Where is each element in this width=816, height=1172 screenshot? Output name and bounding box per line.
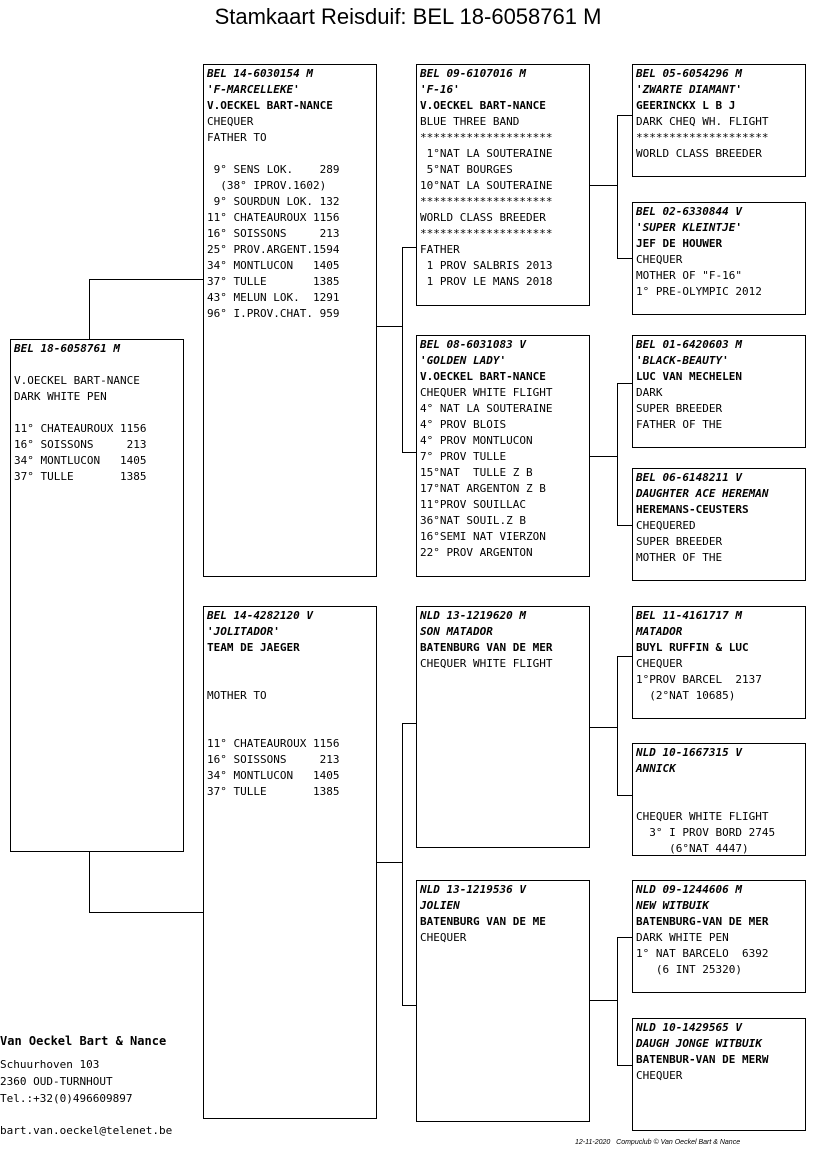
pigeon-card-subject (10, 339, 184, 852)
pigeon-name: DAUGH JONGE WITBUIK (636, 1037, 762, 1050)
pigeon-card-gg4 (632, 468, 806, 581)
info-line (207, 656, 373, 672)
breeder-name: V.OECKEL BART-NANCE (207, 99, 333, 112)
breeder-name: BATENBURG-VAN DE MER (636, 915, 769, 928)
ring-number: BEL 09-6107016 M (420, 67, 526, 80)
pigeon-name: 'BLACK-BEAUTY' (636, 354, 729, 367)
info-line: 11° CHATEAUROUX 1156 (207, 211, 340, 224)
ring-number: NLD 09-1244606 M (636, 883, 742, 896)
info-line: CHEQUERED (636, 519, 696, 532)
info-line (636, 793, 802, 809)
connector (376, 862, 402, 863)
info-line: 1° PRE-OLYMPIC 2012 (636, 285, 762, 298)
pigeon-name: 'F-16' (420, 83, 460, 96)
info-line: 5°NAT BOURGES (420, 163, 513, 176)
owner-block (0, 1033, 166, 1107)
info-line: 96° I.PROV.CHAT. 959 (207, 307, 340, 320)
connector (402, 1005, 417, 1006)
info-line: ******************** (636, 131, 769, 144)
info-line: CHEQUER (636, 657, 683, 670)
connector (89, 912, 204, 913)
pigeon-card-gg5 (632, 606, 806, 719)
info-line: 11°PROV SOUILLAC (420, 498, 526, 511)
info-line: (38° IPROV.1602) (207, 179, 327, 192)
breeder-name: JEF DE HOUWER (636, 237, 723, 250)
breeder-name: LUC VAN MECHELEN (636, 370, 742, 383)
info-line: 4° NAT LA SOUTERAINE (420, 402, 553, 415)
connector (589, 185, 617, 186)
page-title: Stamkaart Reisduif: BEL 18-6058761 M (214, 4, 602, 29)
info-line: CHEQUER (207, 115, 254, 128)
info-line: CHEQUER WHITE FLIGHT (420, 386, 553, 399)
ring-number: BEL 11-4161717 M (636, 609, 742, 622)
info-line: FATHER (420, 243, 460, 256)
info-line (14, 405, 180, 421)
connector (89, 279, 90, 340)
pigeon-card-gg2 (632, 202, 806, 315)
ring-number: BEL 14-6030154 M (207, 67, 313, 80)
ring-number: BEL 06-6148211 V (636, 471, 742, 484)
info-line: 34° MONTLUCON 1405 (207, 259, 340, 272)
pigeon-card-dam-dam (416, 880, 590, 1122)
info-line: CHEQUER (636, 1069, 683, 1082)
info-line: FATHER OF THE (636, 418, 723, 431)
info-line: CHEQUER (636, 253, 683, 266)
info-line: MOTHER OF "F-16" (636, 269, 742, 282)
ring-number: NLD 13-1219620 M (420, 609, 526, 622)
connector (589, 456, 617, 457)
connector (589, 727, 617, 728)
connector (402, 452, 417, 453)
info-line (207, 146, 373, 162)
footer-date: 12-11-2020 (575, 1139, 611, 1146)
connector (617, 656, 633, 657)
info-line (14, 357, 180, 373)
breeder-name: V.OECKEL BART-NANCE (420, 370, 546, 383)
connector (402, 247, 417, 248)
info-line: 4° PROV MONTLUCON (420, 434, 533, 447)
info-line: WORLD CLASS BREEDER (420, 211, 546, 224)
breeder-name: BATENBUR-VAN DE MERW (636, 1053, 769, 1066)
pigeon-name: 'JOLITADOR' (207, 625, 280, 638)
info-line: 9° SOURDUN LOK. 132 (207, 195, 340, 208)
ring-number: BEL 01-6420603 M (636, 338, 742, 351)
pigeon-card-dam-sire (416, 606, 590, 848)
ring-number: NLD 10-1667315 V (636, 746, 742, 759)
breeder-name: BATENBURG VAN DE MER (420, 641, 553, 654)
info-line: 43° MELUN LOK. 1291 (207, 291, 340, 304)
ring-number: BEL 05-6054296 M (636, 67, 742, 80)
pigeon-card-dam (203, 606, 377, 1119)
connector (617, 937, 618, 1065)
ring-number: BEL 08-6031083 V (420, 338, 526, 351)
info-line: 1 PROV SALBRIS 2013 (420, 259, 553, 272)
info-line: 37° TULLE 1385 (207, 785, 340, 798)
info-line: (6°NAT 4447) (636, 842, 749, 855)
info-line: 16° SOISSONS 213 (207, 753, 340, 766)
breeder-name: HEREMANS-CEUSTERS (636, 503, 749, 516)
owner-email: bart.van.oeckel@telenet.be (0, 1124, 173, 1137)
info-line: DARK WHITE PEN (14, 390, 107, 403)
connector (617, 383, 633, 384)
connector (617, 383, 618, 525)
breeder-name: BUYL RUFFIN & LUC (636, 641, 749, 654)
info-line: MOTHER OF THE (636, 551, 723, 564)
pigeon-card-gg6 (632, 743, 806, 856)
pigeon-name: 'F-MARCELLEKE' (207, 83, 300, 96)
info-line: 3° I PROV BORD 2745 (636, 826, 776, 839)
breeder-name: BATENBURG VAN DE ME (420, 915, 546, 928)
info-line: BLUE THREE BAND (420, 115, 520, 128)
pigeon-name: ANNICK (636, 762, 676, 775)
info-line: 17°NAT ARGENTON Z B (420, 482, 546, 495)
info-line: 1°PROV BARCEL 2137 (636, 673, 762, 686)
info-line: SUPER BREEDER (636, 535, 723, 548)
pigeon-card-gg1 (632, 64, 806, 177)
connector (376, 326, 402, 327)
info-line: CHEQUER (420, 931, 467, 944)
connector (617, 258, 633, 259)
info-line: 16°SEMI NAT VIERZON (420, 530, 546, 543)
info-line: 1°NAT LA SOUTERAINE (420, 147, 553, 160)
info-line: 4° PROV BLOIS (420, 418, 507, 431)
connector (617, 656, 618, 795)
connector (402, 723, 403, 1005)
info-line: ******************** (420, 131, 553, 144)
info-line: FATHER TO (207, 131, 267, 144)
info-line: 11° CHATEAUROUX 1156 (14, 422, 147, 435)
info-line: 34° MONTLUCON 1405 (207, 769, 340, 782)
pigeon-card-sire-dam (416, 335, 590, 577)
info-line: 1 PROV LE MANS 2018 (420, 275, 553, 288)
owner-phone: Tel.:+32(0)496609897 (0, 1092, 133, 1105)
connector (89, 279, 204, 280)
ring-number: BEL 14-4282120 V (207, 609, 313, 622)
pigeon-card-gg7 (632, 880, 806, 993)
info-line: 16° SOISSONS 213 (14, 438, 147, 451)
pigeon-name: NEW WITBUIK (636, 899, 709, 912)
pigeon-card-gg3 (632, 335, 806, 448)
owner-address-line2: 2360 OUD-TURNHOUT (0, 1075, 113, 1088)
connector (402, 247, 403, 452)
info-line: ******************** (420, 227, 553, 240)
info-line: 25° PROV.ARGENT.1594 (207, 243, 340, 256)
pigeon-card-gg8 (632, 1018, 806, 1131)
info-line: 10°NAT LA SOUTERAINE (420, 179, 553, 192)
info-line: 22° PROV ARGENTON (420, 546, 533, 559)
breeder-name: V.OECKEL BART-NANCE (420, 99, 546, 112)
breeder-name: GEERINCKX L B J (636, 99, 736, 112)
info-line (207, 720, 373, 736)
info-line (207, 672, 373, 688)
info-line (207, 704, 373, 720)
owner-address-line1: Schuurhoven 103 (0, 1058, 100, 1071)
connector (617, 115, 618, 258)
info-line: (2°NAT 10685) (636, 689, 736, 702)
info-line: WORLD CLASS BREEDER (636, 147, 762, 160)
info-line: (6 INT 25320) (636, 963, 742, 976)
info-line: 11° CHATEAUROUX 1156 (207, 737, 340, 750)
info-line: 37° TULLE 1385 (14, 470, 147, 483)
connector (617, 525, 633, 526)
breeder-name: TEAM DE JAEGER (207, 641, 300, 654)
connector (617, 1065, 633, 1066)
pigeon-name: 'GOLDEN LADY' (420, 354, 507, 367)
connector (589, 1000, 617, 1001)
info-line: 34° MONTLUCON 1405 (14, 454, 147, 467)
info-line: 16° SOISSONS 213 (207, 227, 340, 240)
info-line: V.OECKEL BART-NANCE (14, 374, 140, 387)
pigeon-name: DAUGHTER ACE HEREMAN (636, 487, 769, 500)
pigeon-name: SON MATADOR (420, 625, 493, 638)
info-line: 36°NAT SOUIL.Z B (420, 514, 526, 527)
pigeon-name: JOLIEN (420, 899, 460, 912)
footer (575, 1139, 740, 1146)
pigeon-name: 'ZWARTE DIAMANT' (636, 83, 742, 96)
info-line: DARK CHEQ WH. FLIGHT (636, 115, 769, 128)
ring-number: BEL 18-6058761 M (14, 342, 120, 355)
info-line: 15°NAT TULLE Z B (420, 466, 533, 479)
info-line: SUPER BREEDER (636, 402, 723, 415)
connector (617, 937, 633, 938)
info-line: DARK (636, 386, 663, 399)
owner-name: Van Oeckel Bart & Nance (0, 1034, 167, 1048)
ring-number: NLD 13-1219536 V (420, 883, 526, 896)
connector (617, 115, 633, 116)
info-line: 37° TULLE 1385 (207, 275, 340, 288)
footer-credit: Compuclub © Van Oeckel Bart & Nance (616, 1139, 741, 1146)
info-line: 9° SENS LOK. 289 (207, 163, 340, 176)
info-line: ******************** (420, 195, 553, 208)
ring-number: NLD 10-1429565 V (636, 1021, 742, 1034)
info-line: 1° NAT BARCELO 6392 (636, 947, 769, 960)
info-line: DARK WHITE PEN (636, 931, 729, 944)
connector (617, 795, 633, 796)
info-line: CHEQUER WHITE FLIGHT (636, 810, 769, 823)
info-line: MOTHER TO (207, 689, 267, 702)
pigeon-card-sire (203, 64, 377, 577)
ring-number: BEL 02-6330844 V (636, 205, 742, 218)
pigeon-name: 'SUPER KLEINTJE' (636, 221, 742, 234)
connector (89, 851, 90, 912)
info-line: CHEQUER WHITE FLIGHT (420, 657, 553, 670)
pigeon-name: MATADOR (636, 625, 683, 638)
pigeon-card-sire-sire (416, 64, 590, 306)
info-line: 7° PROV TULLE (420, 450, 507, 463)
connector (402, 723, 417, 724)
breeder-name (636, 777, 802, 793)
